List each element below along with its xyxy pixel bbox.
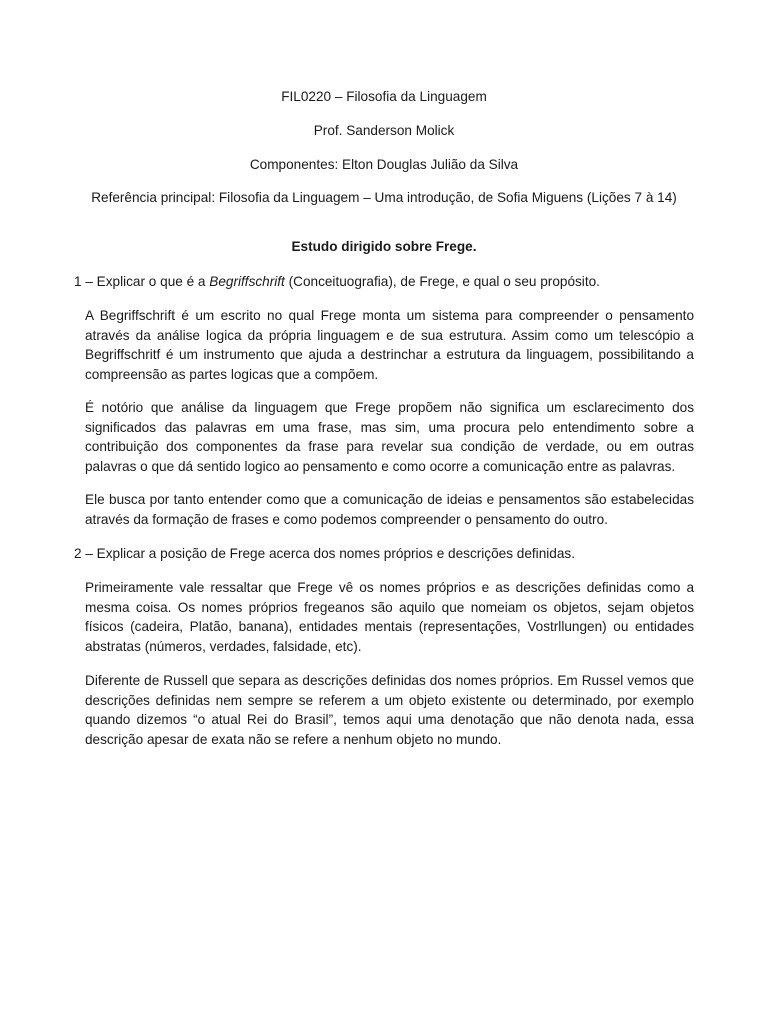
answer-1-paragraph-3: Ele busca por tanto entender como que a comunicação de ideias e pensamentos são estabelecidas através da formação de frases e como podemos compreender o pensamento do outro.: [85, 492, 694, 527]
question-1-suffix: (Conceituografia), de Frege, e qual o seu propósito.: [284, 274, 600, 289]
question-1-emphasis: Begriffschrift: [209, 274, 285, 289]
course-title: FIL0220 – Filosofia da Linguagem: [281, 89, 487, 104]
question-1: [74, 272, 704, 292]
components-line: Componentes: Elton Douglas Julião da Silva: [249, 157, 519, 172]
answer-1-paragraph-2: É notório que análise da linguagem que Frege propõem não significa um esclarecimento dos significados das palavras em uma frase, mas sim, uma procura pelo entendimento sobre a contribuição dos componentes da frase para revelar sua condição de verdade, ou em outras palavras o que dá sentido logico ao pensamento e como ocorre a comunicação entre as palavras.: [85, 400, 694, 474]
answer-2-paragraph-1: Primeiramente vale ressaltar que Frege vê os nomes próprios e as descrições definidas como a mesma coisa. Os nomes próprios fregeanos são aquilo que nomeiam os objetos, sejam objetos físicos (cadeira, Platão, banana), entidades mentais (representações, Vostrllungen) ou entidades abstratas (números, verdades, falsidade, etc).: [85, 580, 694, 654]
main-reference: Referência principal: Filosofia da Linguagem – Uma introdução, de Sofia Miguens (Lições 7 à 14): [91, 190, 677, 205]
professor-name: Prof. Sanderson Molick: [313, 123, 455, 138]
question-2: 2 – Explicar a posição de Frege acerca dos nomes próprios e descrições definidas.: [74, 546, 575, 561]
answer-2-paragraph-2: Diferente de Russell que separa as descrições definidas dos nomes próprios. Em Russel vemos que descrições definidas nem sempre se referem a um objeto existente ou determinado, por exemplo quando dizemos “o atual Rei do Brasil”, temos aqui uma denotação que não denota nada, essa descrição apesar de exata não se refere a nenhum objeto no mundo.: [85, 673, 694, 747]
document-title: Estudo dirigido sobre Frege.: [291, 239, 477, 254]
question-1-prefix: 1 – Explicar o que é a: [74, 274, 210, 289]
answer-1-paragraph-1: A Begriffschrift é um escrito no qual Frege monta um sistema para compreender o pensamento através da análise logica da própria linguagem e de sua estrutura. Assim como um telescópio a Begriffschritf é um instrumento que ajuda a destrinchar a estrutura da linguagem, possibilitando a compreensão as partes logicas que a compõem.: [85, 308, 694, 382]
